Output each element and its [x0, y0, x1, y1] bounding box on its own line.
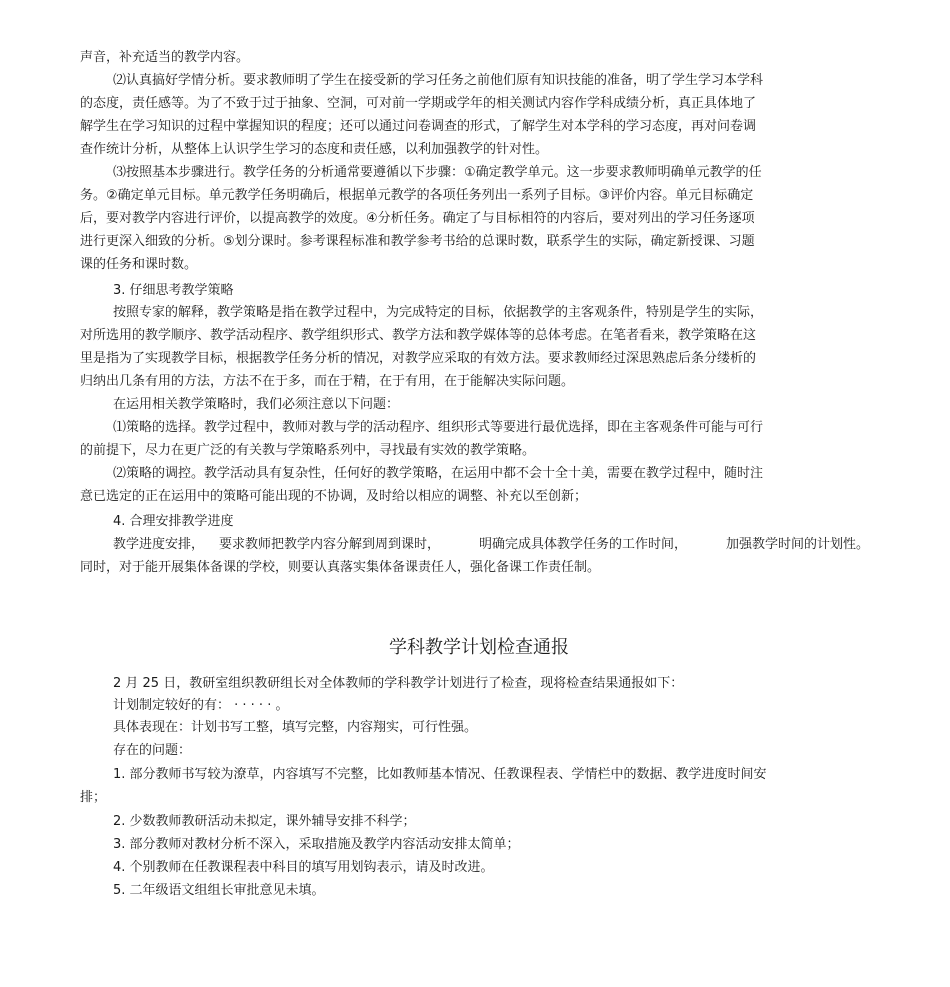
section-heading: 4. 合理安排教学进度 — [113, 514, 234, 529]
paragraph-line: 课的任务和课时数。 — [80, 257, 198, 272]
paragraph-line: ⑴策略的选择。教学过程中，教师对教与学的活动程序、组织形式等要进行最优选择，即在主客观条件可能与可行 — [113, 420, 764, 435]
paragraph-line: 务。②确定单元目标。单元教学任务明确后，根据单元教学的各项任务列出一系列子目标。③评价内容。单元目标确定 — [80, 188, 754, 203]
paragraph-line: 计划制定较好的有： · · · · · 。 — [113, 698, 289, 713]
paragraph-line: 存在的问题： — [113, 743, 192, 758]
paragraph-line: ⑶按照基本步骤进行。教学任务的分析通常要遵循以下步骤：①确定教学单元。这一步要求教师明确单元教学的任 — [113, 165, 762, 180]
paragraph-line: 的态度，责任感等。为了不致于过于抽象、空洞，可对前一学期或学年的相关测试内容作学科成绩分析，真正具体地了 — [80, 96, 757, 111]
paragraph-line: 声音，补充适当的教学内容。 — [80, 50, 250, 65]
line-segment: 明确完成具体教学任务的工作时间， — [479, 537, 688, 552]
problem-item: 3. 部分教师对教材分析不深入，采取措施及教学内容活动安排太简单； — [113, 837, 520, 852]
problem-item-continuation: 排； — [80, 790, 107, 805]
problem-item: 4. 个别教师在任教课程表中科目的填写用划钩表示，请及时改进。 — [113, 860, 494, 875]
paragraph-line: 意已选定的正在运用中的策略可能出现的不协调，及时给以相应的调整、补充以至创新； — [80, 489, 588, 504]
paragraph-line: 归纳出几条有用的方法，方法不在于多，而在于精，在于有用，在于能解决实际问题。 — [80, 374, 575, 389]
paragraph-line: 在运用相关教学策略时，我们必须注意以下问题： — [113, 397, 400, 412]
paragraph-line: 查作统计分析，从整体上认识学生学习的态度和责任感，以利加强教学的针对性。 — [80, 142, 549, 157]
paragraph-line: 里是指为了实现教学目标，根据教学任务分析的情况，对教学应采取的有效方法。要求教师经过深思熟虑后条分缕析的 — [80, 351, 757, 366]
problem-item: 5. 二年级语文组组长审批意见未填。 — [113, 883, 325, 898]
paragraph-line: 解学生在学习知识的过程中掌握知识的程度；还可以通过问卷调查的形式，了解学生对本学科的学习态度，再对问卷调 — [80, 119, 757, 134]
justified-line — [0, 536, 950, 554]
line-segment: 要求教师把教学内容分解到周到课时， — [219, 537, 441, 552]
paragraph-line: 进行更深入细致的分析。⑤划分课时。参考课程标准和教学参考书给的总课时数，联系学生的实际，确定新授课、习题 — [80, 234, 755, 249]
paragraph-line: 按照专家的解释，教学策略是指在教学过程中，为完成特定的目标，依据教学的主客观条件，特别是学生的实际， — [113, 305, 764, 320]
paragraph-line: 后，要对教学内容进行评价，以提高教学的效度。④分析任务。确定了与目标相符的内容后，要对列出的学习任务逐项 — [80, 211, 755, 226]
problem-item: 1. 部分教师书写较为潦草，内容填写不完整，比如教师基本情况、任教课程表、学情栏中的数据、教学进度时间安 — [113, 767, 767, 782]
line-segment: 教学进度安排， — [113, 537, 205, 552]
section-heading: 3. 仔细思考教学策略 — [113, 283, 234, 298]
paragraph-line: 的前提下，尽力在更广泛的有关教与学策略系列中，寻找最有实效的教学策略。 — [80, 443, 536, 458]
line-segment: 加强教学时间的计划性。 — [726, 537, 870, 552]
paragraph-line: 具体表现在：计划书写工整，填写完整，内容翔实，可行性强。 — [113, 720, 478, 735]
paragraph-line: 对所选用的教学顺序、教学活动程序、教学组织形式、教学方法和教学媒体等的总体考虑。在笔者看来，教学策略在这 — [80, 328, 757, 343]
paragraph-line: ⑵认真搞好学情分析。要求教师明了学生在接受新的学习任务之前他们原有知识技能的准备，明了学生学习本学科 — [113, 73, 764, 88]
report-title: 学科教学计划检查通报 — [389, 637, 569, 658]
paragraph-line: 同时，对于能开展集体备课的学校，则要认真落实集体备课责任人，强化备课工作责任制。 — [80, 560, 601, 575]
paragraph-line: 2 月 25 日，教研室组织教研组长对全体教师的学科教学计划进行了检查，现将检查结果通报如下： — [113, 676, 684, 691]
problem-item: 2. 少数教师教研活动未拟定，课外辅导安排不科学； — [113, 814, 416, 829]
paragraph-line: ⑵策略的调控。教学活动具有复杂性，任何好的教学策略，在运用中都不会十全十美，需要在教学过程中，随时注 — [113, 466, 764, 481]
